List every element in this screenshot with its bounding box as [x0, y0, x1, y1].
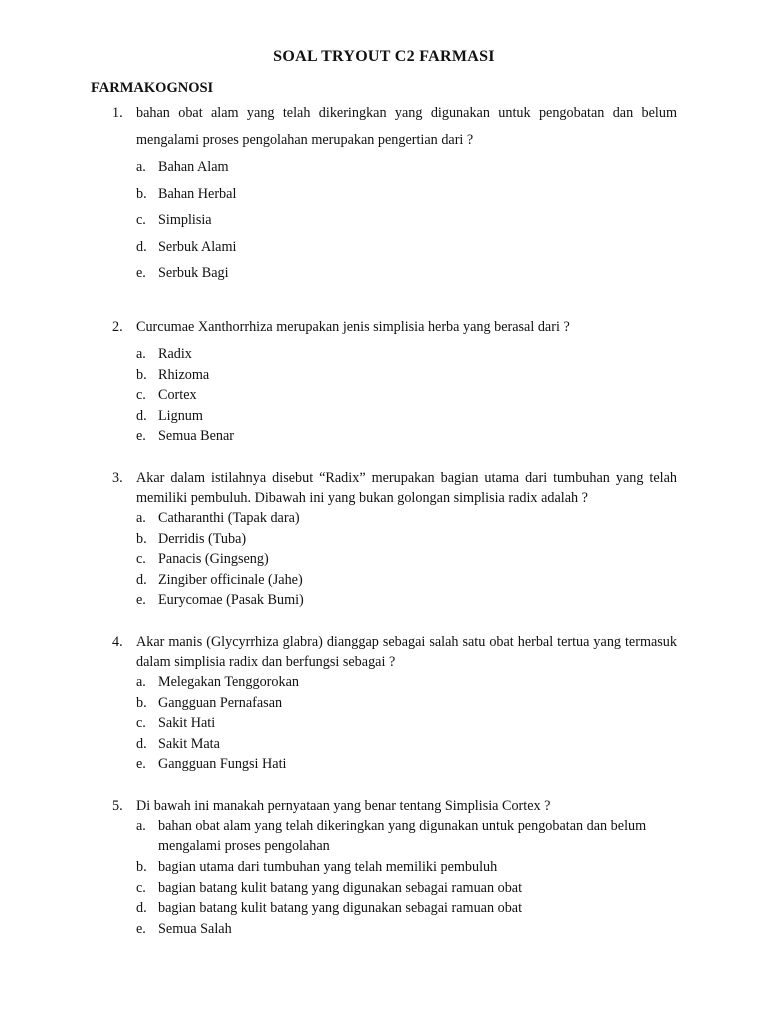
option-letter: d.	[136, 571, 147, 588]
option-text: Rhizoma	[158, 366, 210, 383]
option-letter: e.	[136, 920, 146, 937]
option-text: Serbuk Bagi	[158, 265, 229, 281]
option-text: Lignum	[158, 407, 203, 424]
question-text: Akar dalam istilahnya disebut “Radix” merupakan bagian utama dari tumbuhan yang telah memiliki pembuluh. Dibawah ini yang bukan golongan simplisia radix adalah ?	[136, 470, 677, 506]
option-text: Catharanthi (Tapak dara)	[158, 510, 300, 526]
option-text: bagian batang kulit batang yang digunakan sebagai ramuan obat	[158, 900, 523, 916]
option-letter: c.	[136, 879, 146, 896]
option-letter: a.	[136, 510, 146, 526]
question-number: 5.	[112, 798, 123, 814]
option-text: Melegakan Tenggorokan	[158, 674, 299, 690]
question-number: 2.	[112, 319, 123, 335]
option-letter: b.	[136, 185, 147, 202]
option-text: Derridis (Tuba)	[158, 530, 247, 547]
option-letter: a.	[136, 346, 146, 362]
question-number: 4.	[112, 634, 123, 650]
option-letter: b.	[136, 859, 147, 875]
option-letter: d.	[136, 407, 147, 424]
option-text: Gangguan Pernafasan	[158, 694, 283, 711]
option-text: Sakit Mata	[158, 735, 220, 752]
option-text: Eurycomae (Pasak Bumi)	[158, 592, 304, 608]
option-text: bahan obat alam yang telah dikeringkan yang digunakan untuk pengobatan dan belum mengalami proses pengolahan	[158, 818, 647, 854]
option-letter: e.	[136, 265, 146, 281]
option-text: Semua Benar	[158, 428, 235, 444]
option-letter: a.	[136, 674, 146, 690]
option-letter: c.	[136, 551, 146, 567]
option-letter: b.	[136, 366, 147, 383]
option-text: Zingiber officinale (Jahe)	[158, 571, 303, 588]
option-text: Radix	[158, 346, 192, 362]
question-text: bahan obat alam yang telah dikeringkan yang digunakan untuk pengobatan dan belum mengalami proses pengolahan merupakan pengertian dari ?	[136, 105, 677, 148]
option-letter: b.	[136, 530, 147, 547]
question-number: 1.	[112, 105, 123, 121]
option-letter: e.	[136, 756, 146, 772]
option-letter: d.	[136, 900, 147, 916]
option-text: Panacis (Gingseng)	[158, 551, 269, 567]
option-text: Sakit Hati	[158, 715, 216, 731]
option-letter: e.	[136, 428, 146, 444]
option-text: Semua Salah	[158, 920, 232, 937]
section-heading: FARMAKOGNOSI	[91, 80, 214, 96]
option-letter: b.	[136, 694, 147, 711]
question-text: Curcumae Xanthorrhiza merupakan jenis simplisia herba yang berasal dari ?	[136, 319, 570, 335]
option-letter: c.	[136, 212, 146, 228]
option-text: Serbuk Alami	[158, 238, 237, 255]
option-letter: c.	[136, 387, 146, 403]
option-text: bagian batang kulit batang yang digunakan sebagai ramuan obat	[158, 879, 523, 896]
option-letter: a.	[136, 159, 146, 175]
option-text: Gangguan Fungsi Hati	[158, 756, 287, 772]
option-letter: a.	[136, 818, 146, 834]
question-number: 3.	[112, 470, 123, 486]
option-text: Bahan Alam	[158, 159, 229, 175]
question-text: Akar manis (Glycyrrhiza glabra) dianggap sebagai salah satu obat herbal tertua yang termasuk dalam simplisia radix dan berfungsi sebagai ?	[136, 634, 677, 670]
page-title: SOAL TRYOUT C2 FARMASI	[273, 48, 495, 65]
option-letter: c.	[136, 715, 146, 731]
option-text: Bahan Herbal	[158, 185, 237, 202]
option-text: bagian utama dari tumbuhan yang telah memiliki pembuluh	[158, 859, 498, 875]
option-letter: e.	[136, 592, 146, 608]
option-text: Cortex	[158, 387, 197, 403]
option-letter: d.	[136, 735, 147, 752]
option-letter: d.	[136, 238, 147, 255]
option-text: Simplisia	[158, 212, 212, 228]
question-text: Di bawah ini manakah pernyataan yang benar tentang Simplisia Cortex ?	[136, 798, 551, 814]
